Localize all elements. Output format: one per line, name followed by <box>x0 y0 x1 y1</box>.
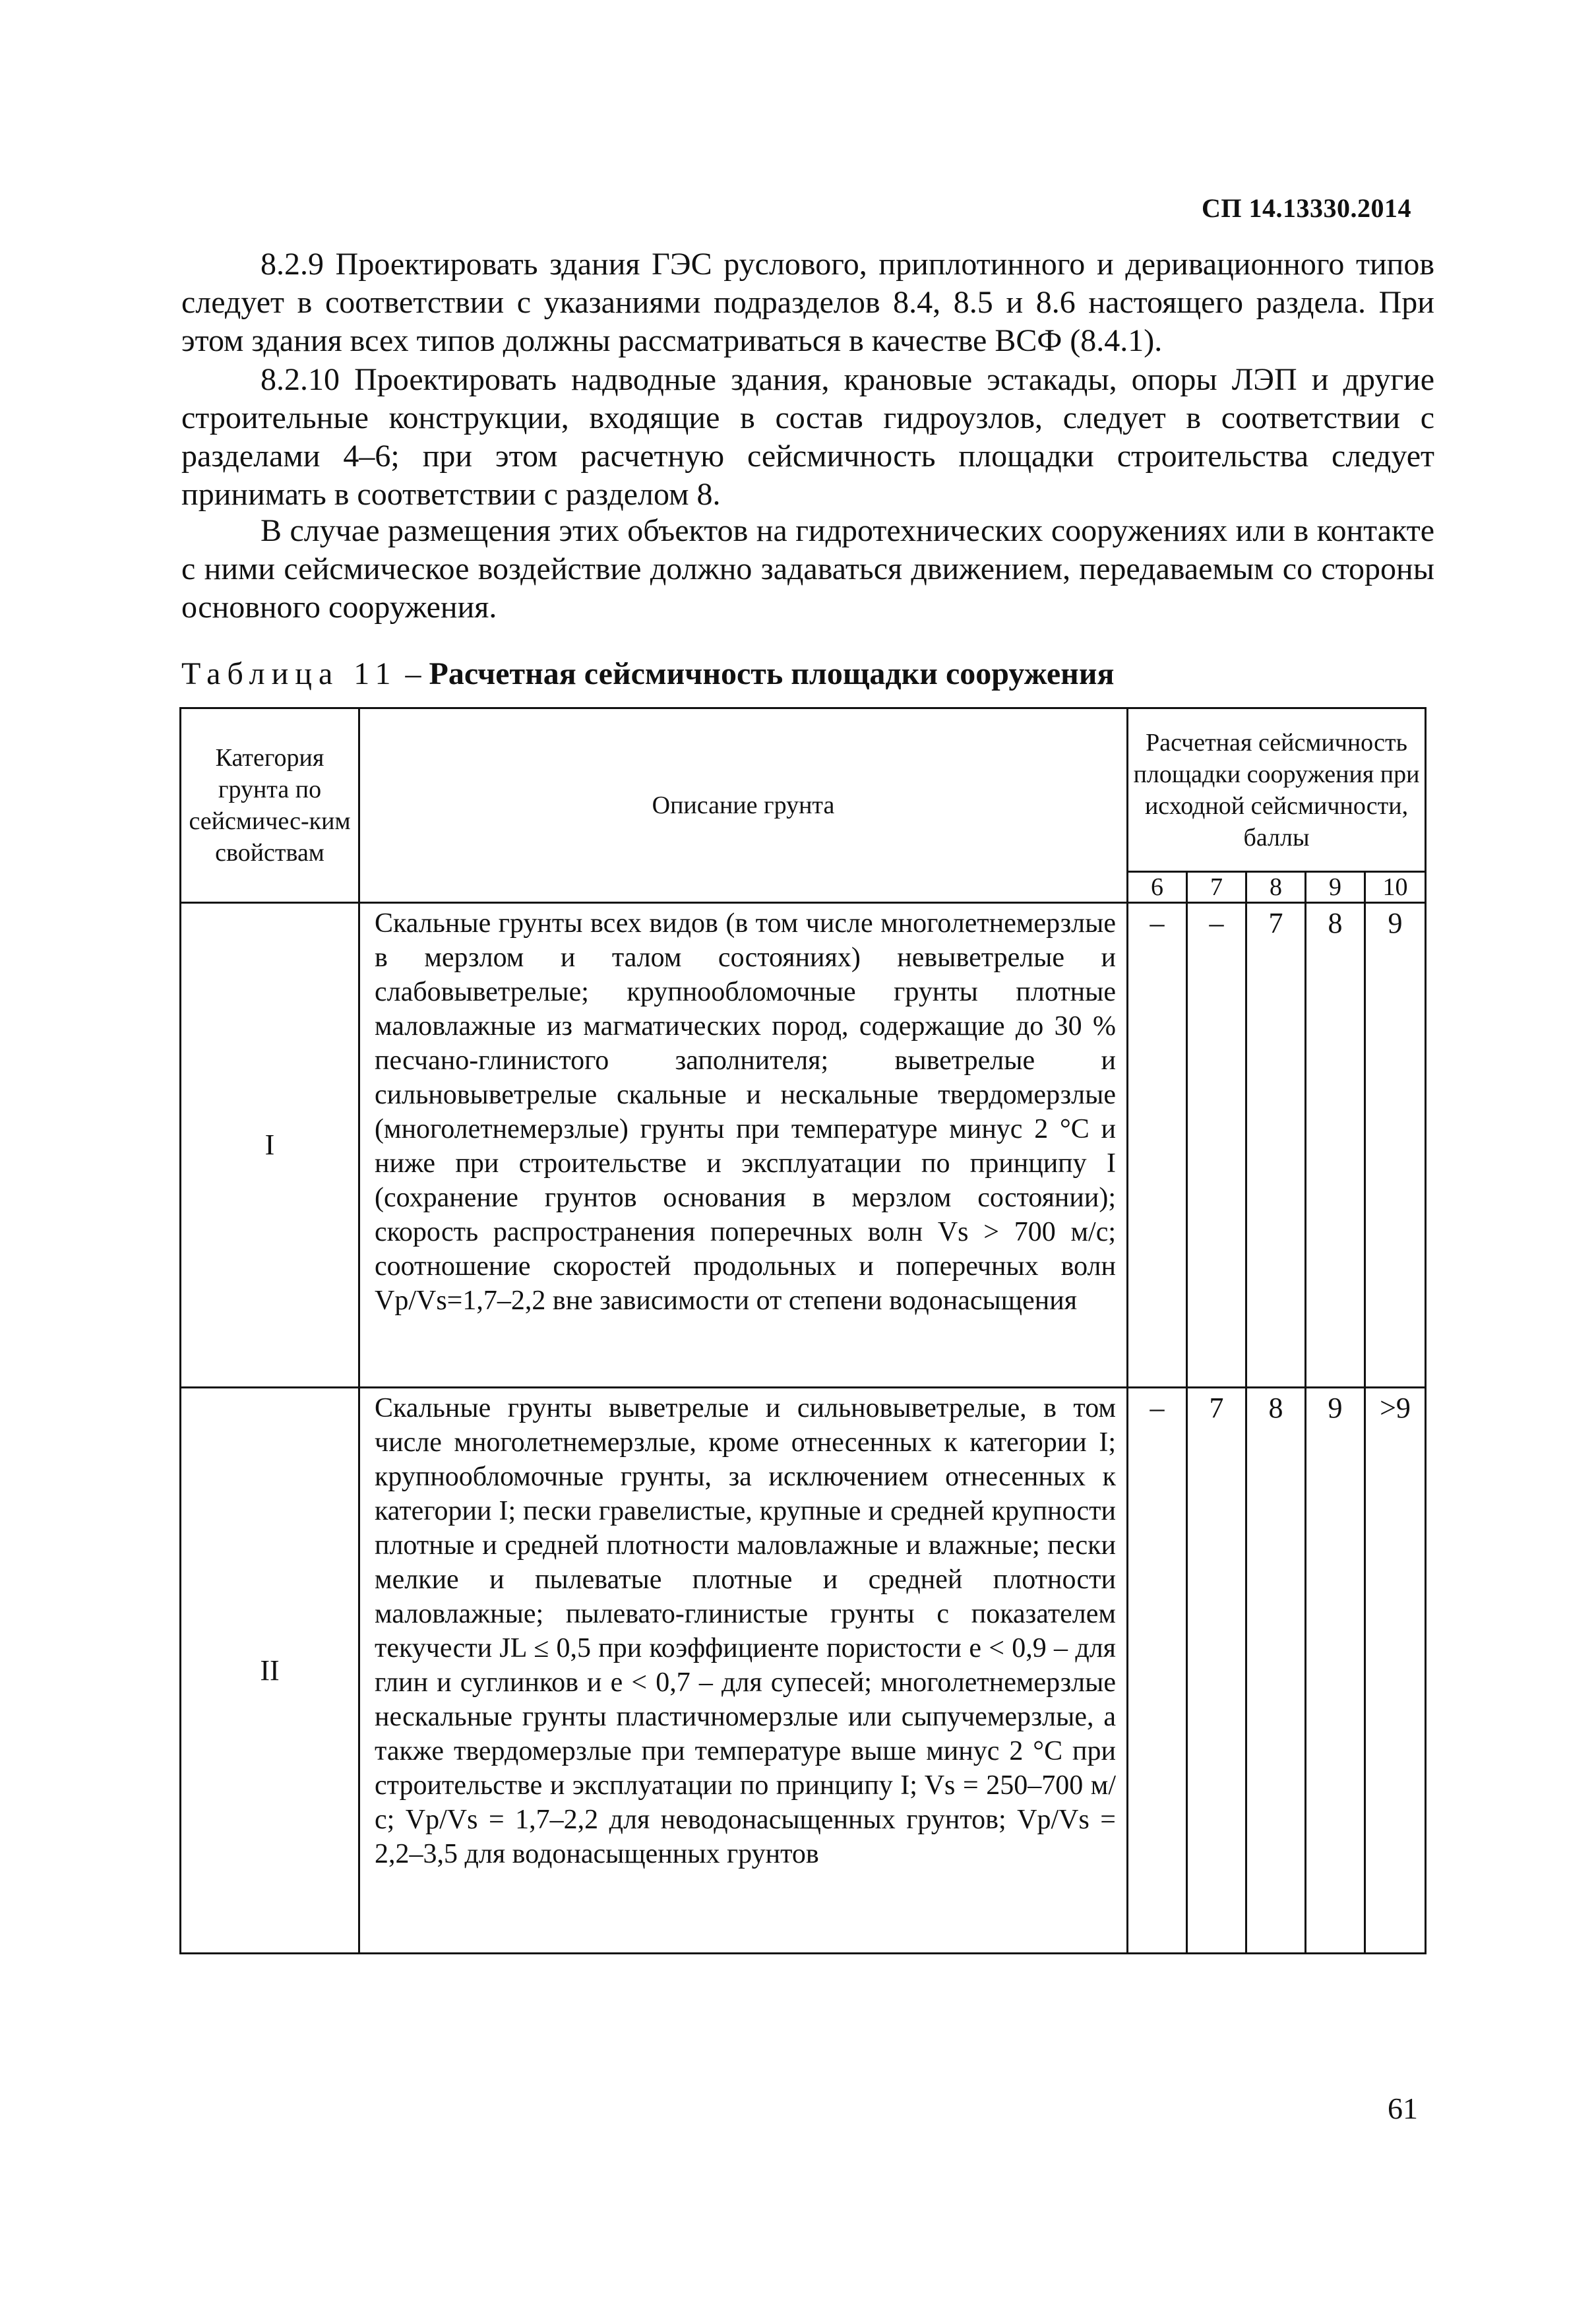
intensity-9: 9 <box>1306 872 1365 903</box>
row-value: – <box>1128 1388 1187 1954</box>
row-value: 9 <box>1365 903 1426 1388</box>
page-number: 61 <box>1388 2092 1418 2125</box>
table-header-row <box>181 708 1426 872</box>
row-value: 7 <box>1187 1388 1246 1954</box>
row-description: Скальные грунты выветрелые и сильновыветрелые, в том числе многолетнемерзлые, кроме отнесенных к категории I; крупнообломочные грунты, за исключением отнесенных к категории I; пески гравелистые, крупные и средней крупности плотные и средней плотности маловлажные и влажные; пески мелкие и пылеватые плотные и средней плотности маловлажные; пылевато-глинистые грунты с показателем текучести JL ≤ 0,5 при коэффициенте пористости e < 0,9 – для глин и суглинков и e < 0,7 – для супесей; многолетнемерзлые нескальные грунты пластичномерзлые или сыпучемерзлые, а также твердомерзлые при температуре выше минус 2 °С при строительстве и эксплуатации по принципу I; Vs = 250–700 м/с; Vp/Vs = 1,7–2,2 для неводонасыщенных грунтов; Vp/Vs = 2,2–3,5 для водонасыщенных грунтов <box>359 1388 1128 1954</box>
header-rating: Расчетная сейсмичность площадки сооружения при исходной сейсмичности, баллы <box>1128 708 1426 872</box>
table-row <box>181 903 1426 1388</box>
table-row <box>181 1388 1426 1954</box>
table-caption-title: Расчетная сейсмичность площадки сооружения <box>429 656 1115 691</box>
row-value: – <box>1128 903 1187 1388</box>
row-value: 7 <box>1246 903 1306 1388</box>
header-category: Категория грунта по сейсмичес-ким свойствам <box>181 708 359 903</box>
intensity-8: 8 <box>1246 872 1306 903</box>
row-value: 8 <box>1306 903 1365 1388</box>
intensity-7: 7 <box>1187 872 1246 903</box>
header-description: Описание грунта <box>359 708 1128 903</box>
seismicity-table <box>179 707 1427 1954</box>
row-category: I <box>181 903 359 1388</box>
intensity-10: 10 <box>1365 872 1426 903</box>
table-caption-dash: – <box>397 656 429 691</box>
row-value: – <box>1187 903 1246 1388</box>
row-value: >9 <box>1365 1388 1426 1954</box>
paragraph-placement: В случае размещения этих объектов на гидротехнических сооружениях или в контакте с ними сейсмическое воздействие должно задаваться движением, передаваемым со стороны основного сооружения. <box>181 513 1434 625</box>
document-code: СП 14.13330.2014 <box>1202 193 1411 223</box>
table-caption <box>181 655 1114 693</box>
row-value: 9 <box>1306 1388 1365 1954</box>
paragraph-8-2-10: 8.2.10 Проектировать надводные здания, крановые эстакады, опоры ЛЭП и другие строительные конструкции, входящие в состав гидроузлов, следует в соответствии с разделами 4–6; при этом расчетную сейсмичность площадки строительства следует принимать в соответствии с разделом 8. <box>181 362 1434 512</box>
row-value: 8 <box>1246 1388 1306 1954</box>
row-category: II <box>181 1388 359 1954</box>
row-description: Скальные грунты всех видов (в том числе многолетнемерзлые в мерзлом и талом состояниях) невыветрелые и слабовыветрелые; крупнообломочные грунты плотные маловлажные из магматических пород, содержащие до 30 % песчано-глинистого заполнителя; выветрелые и сильновыветрелые скальные и нескальные твердомерзлые (многолетнемерзлые) грунты при температуре минус 2 °С и ниже при строительстве и эксплуатации по принципу I (сохранение грунтов основания в мерзлом состоянии); скорость распространения поперечных волн Vs > 700 м/с; соотношение скоростей продольных и поперечных волн Vp/Vs=1,7–2,2 вне зависимости от степени водонасыщения <box>359 903 1128 1388</box>
paragraph-8-2-9: 8.2.9 Проектировать здания ГЭС руслового, приплотинного и деривационного типов следует в соответствии с указаниями подразделов 8.4, 8.5 и 8.6 настоящего раздела. При этом здания всех типов должны рассматриваться в качестве ВСФ (8.4.1). <box>181 247 1434 358</box>
intensity-6: 6 <box>1128 872 1187 903</box>
table-caption-label: Таблица 11 <box>181 656 398 691</box>
